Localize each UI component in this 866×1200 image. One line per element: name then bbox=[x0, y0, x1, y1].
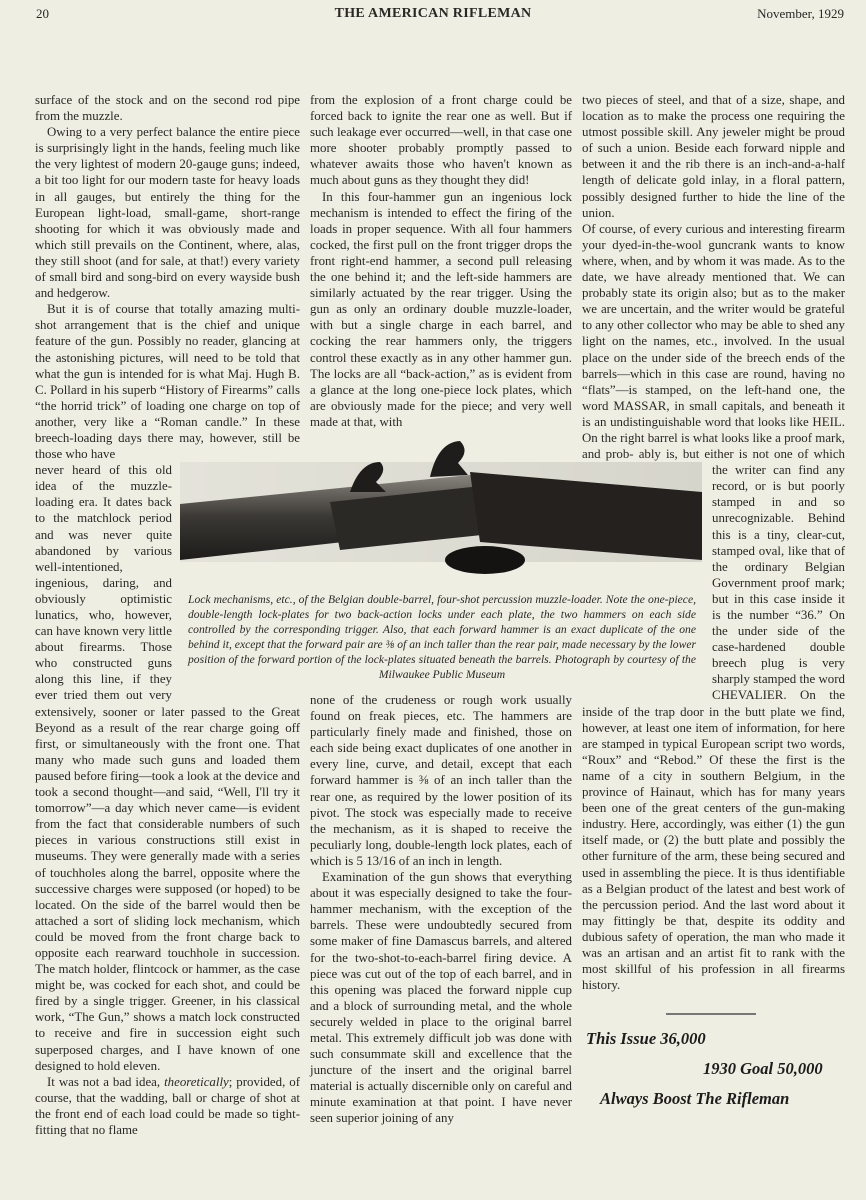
paragraph: Examination of the gun shows that everything about it was especially designed to take the four-hammer mechanism, with the exception of the barrels. These were undoubtedly secured from some maker of fine Damascus barrels, and altered for the two-shot-to-each-barrel firing device. A piece was cut out of the top of each barrel, and in this opening was placed the forward nipple cup and a block of surrounding metal, and the whole securely welded in place to the original barrel metal. This extremely difficult job was done with such consummate skill and excellence that the juncture of the insert and the original barrel material is actually discernible only on careful and minute examination at that point. I have never seen superior joining of any bbox=[310, 870, 572, 1126]
paragraph bbox=[35, 1074, 300, 1138]
issue-date: November, 1929 bbox=[757, 6, 844, 21]
slogan-this-issue: This Issue 36,000 bbox=[586, 1029, 706, 1049]
trigger-guard bbox=[445, 546, 525, 574]
paragraph: But it is of course that totally amazing multi-shot arrangement that is the chief and unique feature of the gun. Possibly no reader, glancing at the astonishing pictures, will need to be told that what the gun is intended for is what Maj. Hugh B. C. Pollard in his superb “History of Firearms” calls “the horrid trick” of loading one charge on top of another, very like a “Roman candle.” In these breech-loading days there may, however, still be those who have bbox=[35, 302, 300, 462]
paragraph: surface of the stock and on the second rod pipe from the muzzle. bbox=[35, 93, 300, 124]
page-number: 20 bbox=[36, 6, 49, 21]
magazine-title: THE AMERICAN RIFLEMAN bbox=[334, 6, 532, 21]
text: ; provided, of course, that the wadding, ball or charge of shot at the front end of each load could be made so tight-fitting that no flame bbox=[35, 1074, 300, 1137]
text: It was not a bad idea, bbox=[47, 1074, 165, 1089]
gun-photograph bbox=[180, 432, 702, 582]
divider bbox=[666, 1013, 756, 1015]
paragraph: two pieces of steel, and that of a size, shape, and location as to make the process one requiring the utmost possible skill. Any jeweler might be proud of such a union. Beside each forward nipple and between it and the rib there is an inch-and-a-half length of delicate gold inlay, in a floral pattern, possibly designed further to hide the line of the union. bbox=[582, 93, 845, 220]
slogan-boost: Always Boost The Rifleman bbox=[600, 1089, 790, 1109]
paragraph: none of the crudeness or rough work usually found on freak pieces, etc. The hammers are particularly finely made and finished, those on each side being exact duplicates of one another in every line, curve, and detail, except that each forward hammer is ⅜ of an inch taller than the rear one, as required by the lower position of its pivot. The stock was especially made to receive the mechanism, as it is shaped to receive the peculiarly long, double-length lock plates, each of which is 5 13/16 of an inch in length. bbox=[310, 693, 572, 868]
hammer-icon bbox=[430, 441, 468, 477]
paragraph: they ever tried them out very extensively, sooner or later passed to the Great Beyond as a result of the rear charge going off first, or simultaneously with the front one. That many who made such guns and loaded them paused before firing—took a look at the device and took a second thought—and said, “Well, I'll try it tomorrow”—a day which never came—is evident from the fact that considerable numbers of such pieces in various constructions still exist in museums. They were generally made with a series of touchholes along the barrel, opposite where the successive charges were supposed (or hoped) to be located. On the side of the barrel would then be attached a sort of sliding lock mechanism, which could be moved from the front charge back to opposite each rearward touchhole in succession. The match holder, flintcock or hammer, as the case might be, was cocked for each shot, and could be fired by a single trigger. Greener, in his classical work, “The Gun,” shows a match lock constructed to receive and fire in succession eight such superposed charges, and I have known of one designed to hold eleven. bbox=[35, 672, 300, 1073]
paragraph: In this four-hammer gun an ingenious lock mechanism is intended to effect the firing of the loads in proper sequence. With all four hammers cocked, the first pull on the front trigger drops the front right-end hammer, a second pull releasing the one behind it; and the left-side hammers are similarly actuated by the rear trigger. Using the gun as only an ordinary double muzzle-loader, with but a single charge in each barrel, and cocking the rear hammers only, the triggers control these exactly as in any other hammer gun. The locks are all “back-action,” as is evident from a glance at the long one-piece lock plates, which are obviously made for the piece; and very well made at that, with bbox=[310, 189, 572, 429]
slogan-goal: 1930 Goal 50,000 bbox=[703, 1059, 823, 1079]
paragraph: double breech plug is very sharply stamped the word CHEVALIER. On the inside of the trap door in the butt plate we find, however, at least one item of information, for here are stamped in typical European script two words, “Roux” and “Rebod.” Of these the first is the name of a city in southern Belgium, in the province of Hainaut, which has for many years been one of the great centers of the gun-making industry. Here, accordingly, was either (1) the gun itself made, or (2) the butt plate and possibly the other furniture of the arm, these being secured and used in assembling the piece. It is thus identifiable as a Belgian product of the latest and best work of the percussion period. And the last word about it may fittingly be that, despite its oddity and dubious safety of operation, the man who made it was an artisan and an artist fit to rank with the most skillful of his profession in all firearms history. bbox=[582, 640, 845, 993]
paragraph: never heard of this old idea of the muzzle-loading era. It dates back to the matchlock period and was never quite abandoned by various well-intentioned, ingenious, daring, and obviously optimistic lunatics, who, however, can have known very little about firearms. Those who constructed guns along this line, if bbox=[35, 463, 172, 687]
paragraph: ably is, but either is not one of which the writer can find any record, or is but poorly stamped in and so unrecognizable. Behind this is a tiny, clear-cut, stamped oval, like that of the ordinary Belgian Government proof mark; but in this case inside it is the number “36.” On the under side of the case-hardened bbox=[638, 447, 845, 655]
paragraph: from the explosion of a front charge could be forced back to ignite the rear one as well. But if such leakage ever occurred—well, in that case one more shooter probably promptly passed to whatever awaits those who haven't known as much about guns as they thought they did! bbox=[310, 93, 572, 188]
italic-text: theoretically bbox=[164, 1074, 229, 1089]
photo-caption: Lock mechanisms, etc., of the Belgian double-barrel, four-shot percussion muzzle-loader. Note the one-piece, double-length lock-plates for two back-action locks under each plate, the two hammers on each side controlled by the corresponding trigger. Also, that each forward hammer is an exact duplicate of the one behind it, except that the forward pair are ⅜ of an inch taller than the rear pair, made necessary by the lower position of the forward portion of the lock-plates situated beneath the barrels. Photograph by courtesy of the Milwaukee Public Museum bbox=[188, 593, 696, 681]
paragraph: Owing to a very perfect balance the entire piece is surprisingly light in the hands, feeling much like the very lightest of modern 20-gauge guns; indeed, a bit too light for our modern taste for heavy loads in all gauges, but entirely the thing for the European light-load, small-game, short-range shooting for which it was obviously made and which still prevails on the Continent, where, alas, they still shoot (and for sale, at that!) every variety of small bird and song-bird on every wayside bush and hedgerow. bbox=[35, 125, 300, 301]
paragraph: Of course, of every curious and interesting firearm your dyed-in-the-wool guncrank wants to know where, when, and by whom it was made. As to the date, we have already mentioned that. We can probably state its origin also; but as to the maker we are uncertain, and the writer would be grateful to any other collector who may be able to shed any light on the names, etc., involved. In the usual place on the under side of the breech ends of the barrels—which in this case are round, having no “flats”—is stamped, on the left-hand one, the word MASSAR, in small capitals, and beneath it is an undistinguishable word that looks like HEIL. On the right barrel is what looks like a proof mark, and prob- bbox=[582, 221, 845, 462]
